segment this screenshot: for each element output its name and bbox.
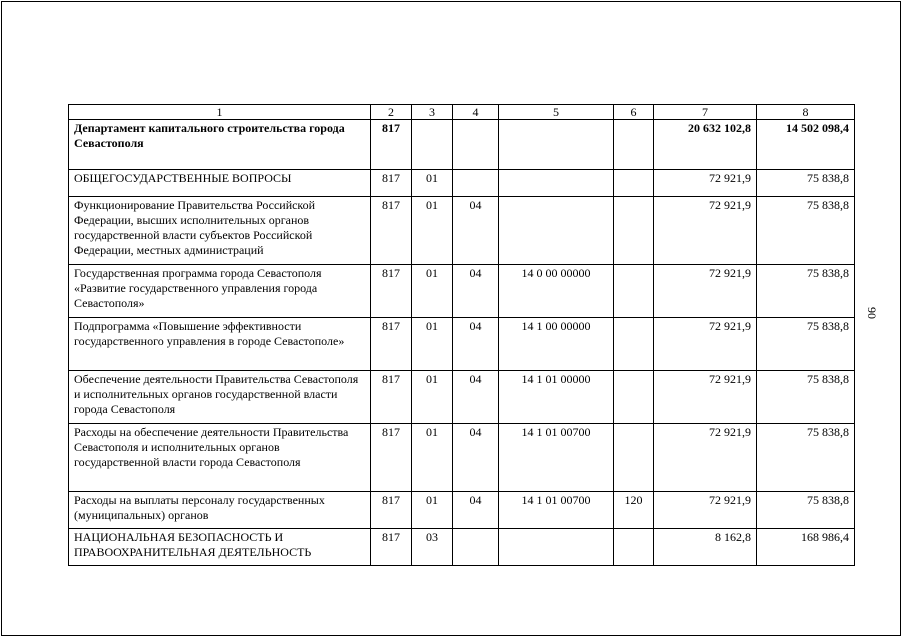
cell-amount-year2: 168 986,4 xyxy=(757,529,855,566)
row-name: Расходы на выплаты персоналу государственных (муниципальных) органов xyxy=(69,492,371,529)
cell-target-article xyxy=(499,170,614,197)
cell-subsection: 04 xyxy=(453,265,499,318)
row-name: Расходы на обеспечение деятельности Правительства Севастополя и исполнительных органов государственной власти города Севастополя xyxy=(69,424,371,492)
row-name: Подпрограмма «Повышение эффективности государственного управления в городе Севастополе» xyxy=(69,318,371,371)
cell-amount-year1: 72 921,9 xyxy=(654,170,757,197)
cell-amount-year1: 72 921,9 xyxy=(654,318,757,371)
cell-subsection: 04 xyxy=(453,318,499,371)
cell-section: 01 xyxy=(412,265,453,318)
cell-subsection xyxy=(453,120,499,170)
cell-amount-year2: 75 838,8 xyxy=(757,318,855,371)
cell-amount-year1: 72 921,9 xyxy=(654,492,757,529)
table-row xyxy=(69,170,855,197)
cell-amount-year2: 75 838,8 xyxy=(757,197,855,265)
cell-amount-year1: 20 632 102,8 xyxy=(654,120,757,170)
cell-amount-year2: 75 838,8 xyxy=(757,424,855,492)
cell-ministry-code: 817 xyxy=(371,170,412,197)
row-name: Функционирование Правительства Российской Федерации, высших исполнительных органов государственной власти субъектов Российской Федерации, местных администраций xyxy=(69,197,371,265)
cell-section: 01 xyxy=(412,424,453,492)
cell-amount-year2: 14 502 098,4 xyxy=(757,120,855,170)
cell-ministry-code: 817 xyxy=(371,265,412,318)
cell-expense-type xyxy=(614,318,654,371)
cell-expense-type xyxy=(614,265,654,318)
cell-section: 01 xyxy=(412,197,453,265)
column-header: 7 xyxy=(654,105,757,120)
cell-amount-year1: 8 162,8 xyxy=(654,529,757,566)
table-row xyxy=(69,265,855,318)
cell-subsection xyxy=(453,529,499,566)
row-name: НАЦИОНАЛЬНАЯ БЕЗОПАСНОСТЬ И ПРАВООХРАНИТЕЛЬНАЯ ДЕЯТЕЛЬНОСТЬ xyxy=(69,529,371,566)
cell-expense-type xyxy=(614,120,654,170)
cell-target-article: 14 1 01 00000 xyxy=(499,371,614,424)
cell-expense-type xyxy=(614,371,654,424)
column-header: 3 xyxy=(412,105,453,120)
cell-ministry-code: 817 xyxy=(371,197,412,265)
row-name: Департамент капитального строительства города Севастополя xyxy=(69,120,371,170)
row-name: Обеспечение деятельности Правительства Севастополя и исполнительных органов государственной власти города Севастополя xyxy=(69,371,371,424)
column-header: 1 xyxy=(69,105,371,120)
row-name: Государственная программа города Севастополя «Развитие государственного управления города Севастополя» xyxy=(69,265,371,318)
table-row xyxy=(69,424,855,492)
column-header: 8 xyxy=(757,105,855,120)
cell-ministry-code: 817 xyxy=(371,371,412,424)
cell-expense-type xyxy=(614,197,654,265)
column-header: 6 xyxy=(614,105,654,120)
budget-table xyxy=(68,104,855,566)
table-row xyxy=(69,120,855,170)
table-row xyxy=(69,318,855,371)
cell-target-article: 14 1 01 00700 xyxy=(499,492,614,529)
cell-amount-year1: 72 921,9 xyxy=(654,197,757,265)
cell-subsection: 04 xyxy=(453,197,499,265)
cell-section: 01 xyxy=(412,170,453,197)
cell-section xyxy=(412,120,453,170)
table-row xyxy=(69,197,855,265)
cell-target-article: 14 0 00 00000 xyxy=(499,265,614,318)
cell-expense-type xyxy=(614,529,654,566)
column-header: 4 xyxy=(453,105,499,120)
cell-expense-type: 120 xyxy=(614,492,654,529)
cell-section: 03 xyxy=(412,529,453,566)
cell-target-article: 14 1 00 00000 xyxy=(499,318,614,371)
column-header: 5 xyxy=(499,105,614,120)
cell-subsection: 04 xyxy=(453,371,499,424)
table-row xyxy=(69,492,855,529)
cell-target-article xyxy=(499,197,614,265)
cell-section: 01 xyxy=(412,318,453,371)
page-number: 90 xyxy=(865,307,879,319)
table-row xyxy=(69,529,855,566)
column-header: 2 xyxy=(371,105,412,120)
cell-ministry-code: 817 xyxy=(371,318,412,371)
cell-amount-year2: 75 838,8 xyxy=(757,170,855,197)
cell-expense-type xyxy=(614,170,654,197)
cell-amount-year2: 75 838,8 xyxy=(757,492,855,529)
cell-ministry-code: 817 xyxy=(371,492,412,529)
cell-ministry-code: 817 xyxy=(371,120,412,170)
cell-amount-year1: 72 921,9 xyxy=(654,424,757,492)
cell-target-article xyxy=(499,120,614,170)
cell-target-article xyxy=(499,529,614,566)
cell-amount-year2: 75 838,8 xyxy=(757,265,855,318)
cell-amount-year1: 72 921,9 xyxy=(654,371,757,424)
cell-amount-year2: 75 838,8 xyxy=(757,371,855,424)
cell-ministry-code: 817 xyxy=(371,529,412,566)
cell-target-article: 14 1 01 00700 xyxy=(499,424,614,492)
cell-ministry-code: 817 xyxy=(371,424,412,492)
cell-amount-year1: 72 921,9 xyxy=(654,265,757,318)
cell-section: 01 xyxy=(412,371,453,424)
cell-subsection: 04 xyxy=(453,492,499,529)
cell-expense-type xyxy=(614,424,654,492)
cell-subsection: 04 xyxy=(453,424,499,492)
cell-section: 01 xyxy=(412,492,453,529)
table-row xyxy=(69,371,855,424)
row-name: ОБЩЕГОСУДАРСТВЕННЫЕ ВОПРОСЫ xyxy=(69,170,371,197)
cell-subsection xyxy=(453,170,499,197)
table-header-row xyxy=(69,105,855,120)
